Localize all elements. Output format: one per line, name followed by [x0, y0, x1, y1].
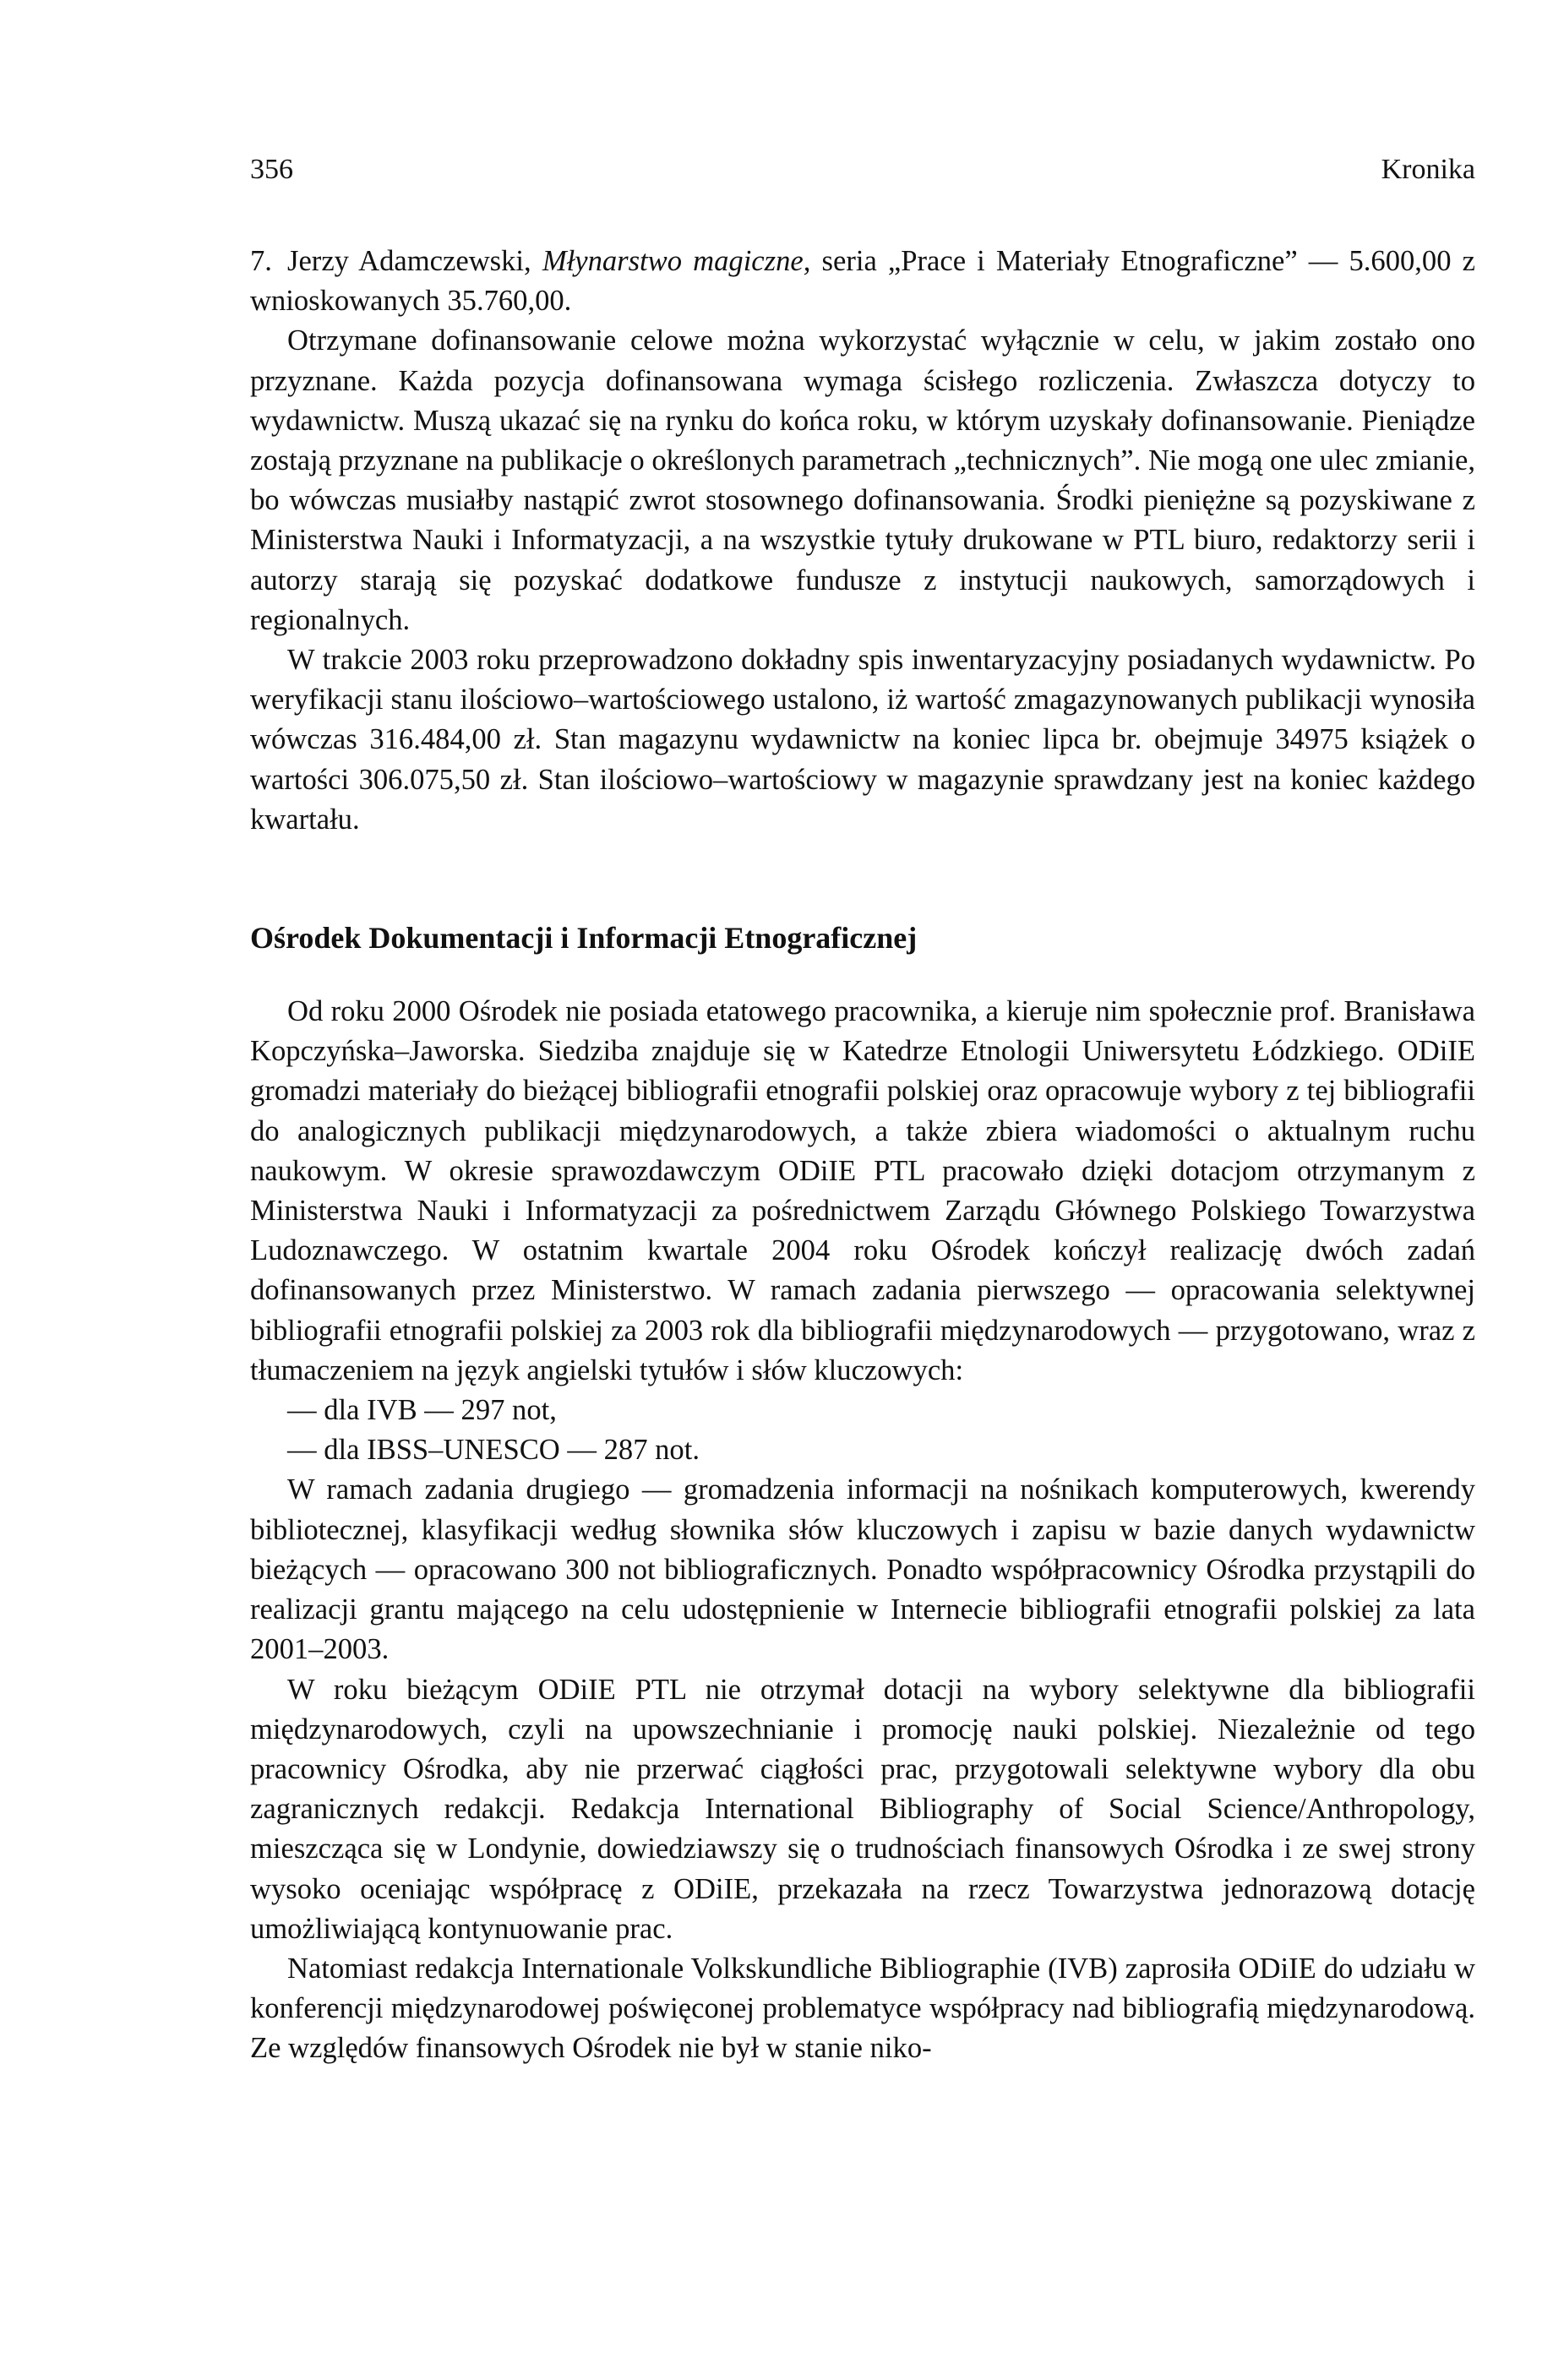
list-item: — dla IVB — 297 not,: [287, 1394, 557, 1427]
paragraph-funding: Otrzymane dofinansowanie celowe można wykorzystać wyłącznie w celu, w jakim zostało ono przyznane. Każda pozycja dofinansowana wymaga ścisłego rozliczenia. Zwłaszcza dotyczy to wydawnictw. Muszą ukazać się na rynku do końca roku, w którym uzyskały dofinansowanie. Pieniądze zostają przyznane na publikacje o określonych parametrach „technicznych”. Nie mogą one ulec zmianie, bo wówczas musiałby nastąpić zwrot stosownego dofinansowania. Środki pieniężne są pozyskiwane z Ministerstwa Nauki i Informatyzacji, a na wszystkie tytuły drukowane w PTL biuro, redaktorzy serii i autorzy starają się pozyskać dodatkowe fundusze z instytucji naukowych, samorządowych i regionalnych.: [250, 324, 1475, 636]
list-item: — dla IBSS–UNESCO — 287 not.: [287, 1434, 700, 1467]
item-number: 7.: [250, 245, 272, 277]
item-author: Jerzy Adamczewski,: [287, 245, 531, 277]
paragraph-ivb: Natomiast redakcja Internationale Volkskundliche Bibliographie (IVB) zaprosiła ODiIE do udziału w konferencji międzynarodowej poświęconej problematyce współpracy nad bibliografią międzynarodową. Ze względów finansowych Ośrodek nie był w stanie niko-: [250, 1952, 1475, 2065]
page-header: [250, 149, 1475, 191]
page-number: 356: [250, 154, 293, 185]
paragraph-section-intro: Od roku 2000 Ośrodek nie posiada etatowego pracownika, a kieruje nim społecznie prof. Branisława Kopczyńska–Jaworska. Siedziba znajduje się w Katedrze Etnologii Uniwersytetu Łódzkiego. ODiIE gromadzi materiały do bieżącej bibliografii etnografii polskiej oraz opracowuje wybory z tej bibliografii do analogicznych publikacji międzynarodowych, a także zbiera wiadomości o aktualnym ruchu naukowym. W okresie sprawozdawczym ODiIE PTL pracowało dzięki dotacjom otrzymanym z Ministerstwa Nauki i Informatyzacji za pośrednictwem Zarządu Głównego Polskiego Towarzystwa Ludoznawczego. W ostatnim kwartale 2004 roku Ośrodek kończył realizację dwóch zadań dofinansowanych przez Ministerstwo. W ramach zadania pierwszego — opracowania selektywnej bibliografii etnografii polskiej za 2003 rok dla bibliografii międzynarodowych — przygotowano, wraz z tłumaczeniem na język angielski tytułów i słów kluczowych:: [250, 995, 1475, 1386]
section-heading: Ośrodek Dokumentacji i Informacji Etnograficznej: [250, 921, 918, 956]
paragraph-inventory: W trakcie 2003 roku przeprowadzono dokładny spis inwentaryzacyjny posiadanych wydawnictw. Po weryfikacji stanu ilościowo–wartościowego ustalono, iż wartość zmagazynowanych publikacji wynosiła wówczas 316.484,00 zł. Stan magazynu wydawnictw na koniec lipca br. obejmuje 34975 książek o wartości 306.075,50 zł. Stan ilościowo–wartościowy w magazynie sprawdzany jest na koniec każdego kwartału.: [250, 644, 1475, 836]
paragraph-task-two: W ramach zadania drugiego — gromadzenia informacji na nośnikach komputerowych, kwerendy bibliotecznej, klasyfikacji według słownika słów kluczowych i zapisu w bazie danych wydawnictw bieżących — opracowano 300 not bibliograficznych. Ponadto współpracownicy Ośrodka przystąpili do realizacji grantu mającego na celu udostępnienie w Internecie bibliografii etnografii polskiej za lata 2001–2003.: [250, 1473, 1475, 1666]
item-title: Młynarstwo magiczne,: [542, 245, 811, 277]
item-details: seria „Prace i Materiały Etnograficzne” — 5.600,00 z wnioskowanych 35.760,00.: [250, 245, 1475, 318]
paragraph-current-year: W roku bieżącym ODiIE PTL nie otrzymał dotacji na wybory selektywne dla bibliografii międzynarodowych, czyli na upowszechnianie i promocję nauki polskiej. Niezależnie od tego pracownicy Ośrodka, aby nie przerwać ciągłości prac, przygotowali selektywne wybory dla obu zagranicznych redakcji. Redakcja International Bibliography of Social Science/Anthropology, mieszcząca się w Londynie, dowiedziawszy się o trudnościach finansowych Ośrodka i ze swej strony wysoko oceniając współpracę z ODiIE, przekazała na rzecz Towarzystwa jednorazową dotację umożliwiającą kontynuowanie prac.: [250, 1673, 1475, 1945]
page-content: [250, 242, 1475, 2069]
running-title: Kronika: [1381, 154, 1475, 185]
list-item-7: [250, 242, 1475, 321]
